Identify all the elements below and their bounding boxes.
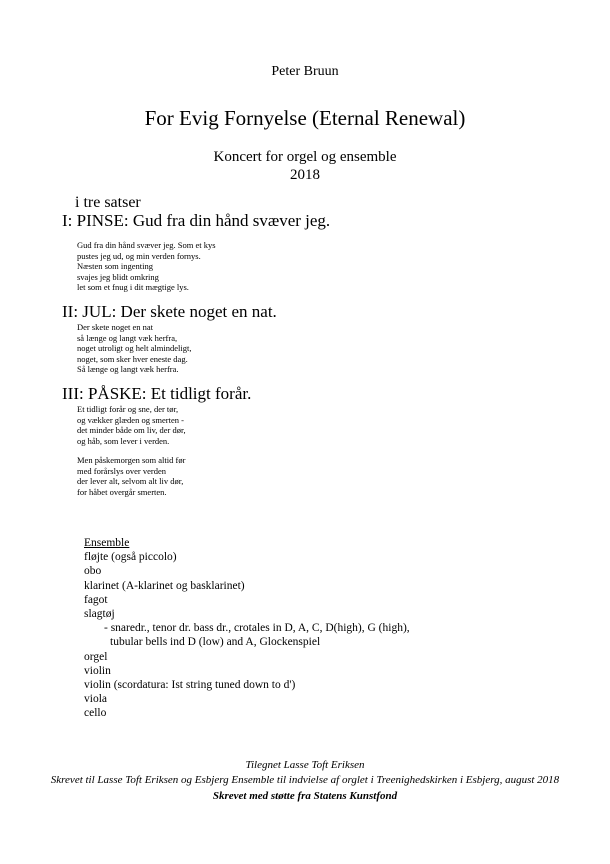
poem-line: det minder både om liv, der dør, (77, 425, 186, 436)
movement-2-poem (77, 322, 192, 375)
instrument-item: fagot (84, 593, 108, 606)
poem-line: og håb, som lever i verden. (77, 435, 170, 446)
subtitle-line: Koncert for orgel og ensemble (213, 149, 397, 165)
support-note: Skrevet med støtte fra Statens Kunstfond (212, 790, 398, 802)
instrument-item: orgel (84, 650, 108, 663)
poem-line: Der skete noget en nat (77, 322, 153, 332)
composer-name: Peter Bruun (271, 64, 339, 79)
poem-line: for håbet overgår smerten. (77, 486, 167, 497)
movement-3-heading: III: PÅSKE: Et tidligt forår. (62, 384, 252, 403)
poem-line: Så længe og langt væk herfra. (77, 364, 179, 375)
movement-1-poem (77, 240, 216, 293)
instrument-item: violin (84, 664, 111, 677)
poem-line: Et tidligt forår og sne, der tør, (77, 404, 179, 414)
ensemble-heading: Ensemble (84, 537, 130, 549)
poem-line: Gud fra din hånd svæver jeg. Som et kys (77, 240, 216, 250)
movements-intro: i tre satser (75, 194, 141, 211)
work-subtitle (0, 148, 610, 184)
poem-line: Næsten som ingenting (77, 261, 154, 272)
poem-line: let som et fnug i dit mægtige lys. (77, 282, 189, 293)
poem-line: med forårslys over verden (77, 465, 166, 476)
movement-3-poem-stanza-1 (77, 404, 186, 446)
instrument-item: obo (84, 565, 102, 578)
movement-3-poem-stanza-2 (77, 455, 185, 497)
commission-note: Skrevet til Lasse Toft Eriksen og Esbjerg Ensemble til indvielse af orglet i Treenighedskirken i Esbjerg, august 2018 (50, 774, 560, 786)
poem-line: noget, som sker hver eneste dag. (77, 353, 188, 364)
poem-line: svajes jeg blidt omkring (77, 271, 159, 282)
percussion-detail-line-2: tubular bells ind D (low) and A, Glockenspiel (110, 636, 321, 649)
dedication: Tilegnet Lasse Toft Eriksen (245, 759, 365, 771)
poem-line: noget utroligt og helt almindeligt, (77, 343, 192, 354)
composition-year: 2018 (290, 167, 320, 183)
percussion-detail-line-1: - snaredr., tenor dr. bass dr., crotales in D, A, C, D(high), G (high), (104, 622, 410, 635)
instrument-item: viola (84, 693, 107, 706)
instrument-item: fløjte (også piccolo) (84, 551, 177, 564)
poem-line: og vækker glæden og smerten - (77, 414, 184, 425)
instrument-item: cello (84, 707, 107, 720)
poem-line: så længe og langt væk herfra, (77, 332, 178, 343)
movement-1-heading: I: PINSE: Gud fra din hånd svæver jeg. (62, 211, 331, 230)
poem-line: pustes jeg ud, og min verden fornys. (77, 250, 201, 261)
poem-line: der lever alt, selvom alt liv dør, (77, 476, 184, 487)
instrument-item: slagtøj (84, 607, 115, 620)
movement-2-heading: II: JUL: Der skete noget en nat. (62, 302, 277, 321)
ensemble-list (84, 536, 410, 720)
poem-line: Men påskemorgen som altid før (77, 455, 186, 465)
instrument-item: violin (scordatura: Ist string tuned down to d') (84, 678, 296, 691)
work-title: For Evig Fornyelse (Eternal Renewal) (144, 106, 466, 130)
instrument-item: klarinet (A-klarinet og basklarinet) (84, 579, 245, 592)
